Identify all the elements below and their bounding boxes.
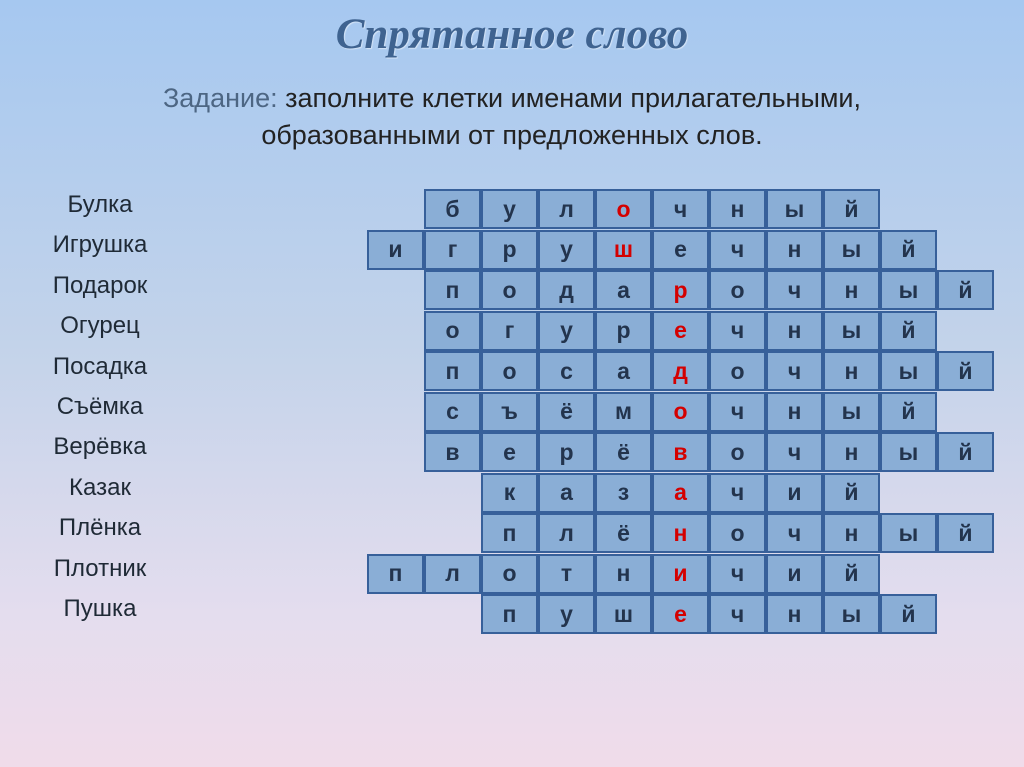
grid-cell[interactable]: ч xyxy=(766,432,823,472)
grid-cell[interactable]: д xyxy=(538,270,595,310)
task-line-1 xyxy=(0,80,1024,117)
grid-cell[interactable]: т xyxy=(538,554,595,594)
word-list-item: Огурец xyxy=(60,312,140,340)
grid-cell[interactable]: й xyxy=(823,473,880,513)
word-list-item: Съёмка xyxy=(56,393,144,420)
grid-cell[interactable]: н xyxy=(823,513,880,553)
grid-cell-key[interactable]: е xyxy=(652,311,709,351)
word-list-item: Посадка xyxy=(52,352,148,380)
grid-cell-key[interactable]: н xyxy=(652,513,709,553)
grid-cell[interactable]: о xyxy=(709,513,766,553)
grid-cell[interactable]: н xyxy=(823,351,880,391)
grid-cell[interactable]: о xyxy=(481,270,538,310)
word-list-item: Пушка xyxy=(63,595,137,622)
grid-cell[interactable]: ы xyxy=(823,311,880,351)
task-line-2: образованными от предложенных слов. xyxy=(261,120,763,150)
word-list-item: Игрушка xyxy=(52,231,148,259)
grid-cell[interactable]: ш xyxy=(595,594,652,634)
grid-cell[interactable]: л xyxy=(538,189,595,229)
grid-cell[interactable]: ы xyxy=(880,432,937,472)
word-list-item: Верёвка xyxy=(53,433,147,461)
grid-cell[interactable]: н xyxy=(766,230,823,270)
grid-cell[interactable]: п xyxy=(481,513,538,553)
grid-cell[interactable]: й xyxy=(823,189,880,229)
grid-cell-key[interactable]: е xyxy=(652,594,709,634)
grid-cell[interactable]: ы xyxy=(880,270,937,310)
grid-cell[interactable]: п xyxy=(424,270,481,310)
grid-cell[interactable]: й xyxy=(880,311,937,351)
grid-cell-key[interactable]: ш xyxy=(595,230,652,270)
grid-cell[interactable]: б xyxy=(424,189,481,229)
grid-cell[interactable]: й xyxy=(880,594,937,634)
grid-cell[interactable]: н xyxy=(766,594,823,634)
grid-cell[interactable]: в xyxy=(424,432,481,472)
grid-cell[interactable]: з xyxy=(595,473,652,513)
grid-cell[interactable]: н xyxy=(823,270,880,310)
grid-cell[interactable]: й xyxy=(937,432,994,472)
grid-cell[interactable]: ч xyxy=(709,594,766,634)
grid-cell[interactable]: о xyxy=(709,351,766,391)
grid-cell[interactable]: й xyxy=(937,270,994,310)
task-line-1-text: заполните клетки именами прилагательными, xyxy=(285,83,861,113)
grid-cell[interactable]: у xyxy=(481,189,538,229)
grid-cell[interactable]: с xyxy=(424,392,481,432)
task-label: Задание: xyxy=(162,83,278,113)
grid-cell[interactable]: у xyxy=(538,230,595,270)
grid-cell[interactable]: н xyxy=(595,554,652,594)
grid-cell[interactable]: е xyxy=(652,230,709,270)
word-list-item: Казак xyxy=(69,473,131,501)
grid-cell[interactable]: г xyxy=(481,311,538,351)
word-list-item: Подарок xyxy=(52,271,148,299)
grid-cell[interactable]: п xyxy=(367,554,424,594)
grid-cell[interactable]: ы xyxy=(823,230,880,270)
grid-cell[interactable]: п xyxy=(424,351,481,391)
grid-cell[interactable]: ъ xyxy=(481,392,538,432)
grid-cell[interactable]: и xyxy=(766,473,823,513)
grid-cell[interactable]: ы xyxy=(823,392,880,432)
grid-cell[interactable]: й xyxy=(937,513,994,553)
grid-cell[interactable]: а xyxy=(595,351,652,391)
grid-cell-key[interactable]: в xyxy=(652,432,709,472)
grid-cell[interactable]: у xyxy=(538,594,595,634)
grid-cell[interactable]: н xyxy=(823,432,880,472)
grid-cell-key[interactable]: д xyxy=(652,351,709,391)
grid-cell[interactable]: ч xyxy=(709,392,766,432)
grid-cell[interactable]: й xyxy=(880,392,937,432)
grid-cell[interactable]: о xyxy=(424,311,481,351)
grid-cell[interactable]: е xyxy=(481,432,538,472)
grid-cell[interactable]: й xyxy=(880,230,937,270)
grid-cell[interactable]: ы xyxy=(823,594,880,634)
grid-cell[interactable]: а xyxy=(538,473,595,513)
grid-cell[interactable]: с xyxy=(538,351,595,391)
grid-cell[interactable]: ы xyxy=(880,351,937,391)
word-list-item: Плотник xyxy=(53,554,147,582)
grid-cell[interactable]: и xyxy=(367,230,424,270)
grid-cell[interactable]: о xyxy=(481,554,538,594)
grid-cell[interactable]: ч xyxy=(766,351,823,391)
task-text xyxy=(0,80,1024,154)
grid-cell[interactable]: ы xyxy=(766,189,823,229)
grid-cell[interactable]: й xyxy=(937,351,994,391)
grid-cell[interactable]: н xyxy=(766,392,823,432)
grid-cell[interactable]: л xyxy=(424,554,481,594)
grid-cell[interactable]: н xyxy=(709,189,766,229)
page-title: Спрятанное слово xyxy=(335,11,689,58)
grid-cell[interactable]: м xyxy=(595,392,652,432)
grid-cell[interactable]: й xyxy=(823,554,880,594)
word-list-item: Плёнка xyxy=(58,514,142,542)
grid-cell[interactable]: ч xyxy=(709,554,766,594)
grid-cell[interactable]: ё xyxy=(595,513,652,553)
grid-cell[interactable]: ч xyxy=(652,189,709,229)
grid-cell[interactable]: ё xyxy=(595,432,652,472)
grid-cell[interactable]: г xyxy=(424,230,481,270)
grid-cell[interactable]: у xyxy=(538,311,595,351)
grid-cell[interactable]: р xyxy=(595,311,652,351)
grid-cell[interactable]: ч xyxy=(766,513,823,553)
grid-cell[interactable]: ы xyxy=(880,513,937,553)
grid-cell[interactable]: р xyxy=(481,230,538,270)
grid-cell[interactable]: р xyxy=(538,432,595,472)
grid-cell[interactable]: о xyxy=(709,270,766,310)
grid-cell[interactable]: к xyxy=(481,473,538,513)
grid-cell[interactable]: ч xyxy=(766,270,823,310)
grid-cell-key[interactable]: о xyxy=(595,189,652,229)
grid-cell[interactable]: о xyxy=(709,432,766,472)
grid-cell[interactable]: ё xyxy=(538,392,595,432)
grid-cell[interactable]: ч xyxy=(709,473,766,513)
grid-cell[interactable]: ч xyxy=(709,230,766,270)
grid-cell[interactable]: ч xyxy=(709,311,766,351)
grid-cell[interactable]: а xyxy=(595,270,652,310)
grid-cell[interactable]: о xyxy=(481,351,538,391)
grid-cell-key[interactable]: о xyxy=(652,392,709,432)
grid-cell-key[interactable]: и xyxy=(652,554,709,594)
grid-cell-key[interactable]: а xyxy=(652,473,709,513)
word-list-item: Булка xyxy=(67,191,133,218)
grid-cell[interactable]: л xyxy=(538,513,595,553)
grid-cell[interactable]: н xyxy=(766,311,823,351)
grid-cell-key[interactable]: р xyxy=(652,270,709,310)
grid-cell[interactable]: и xyxy=(766,554,823,594)
grid-cell[interactable]: п xyxy=(481,594,538,634)
